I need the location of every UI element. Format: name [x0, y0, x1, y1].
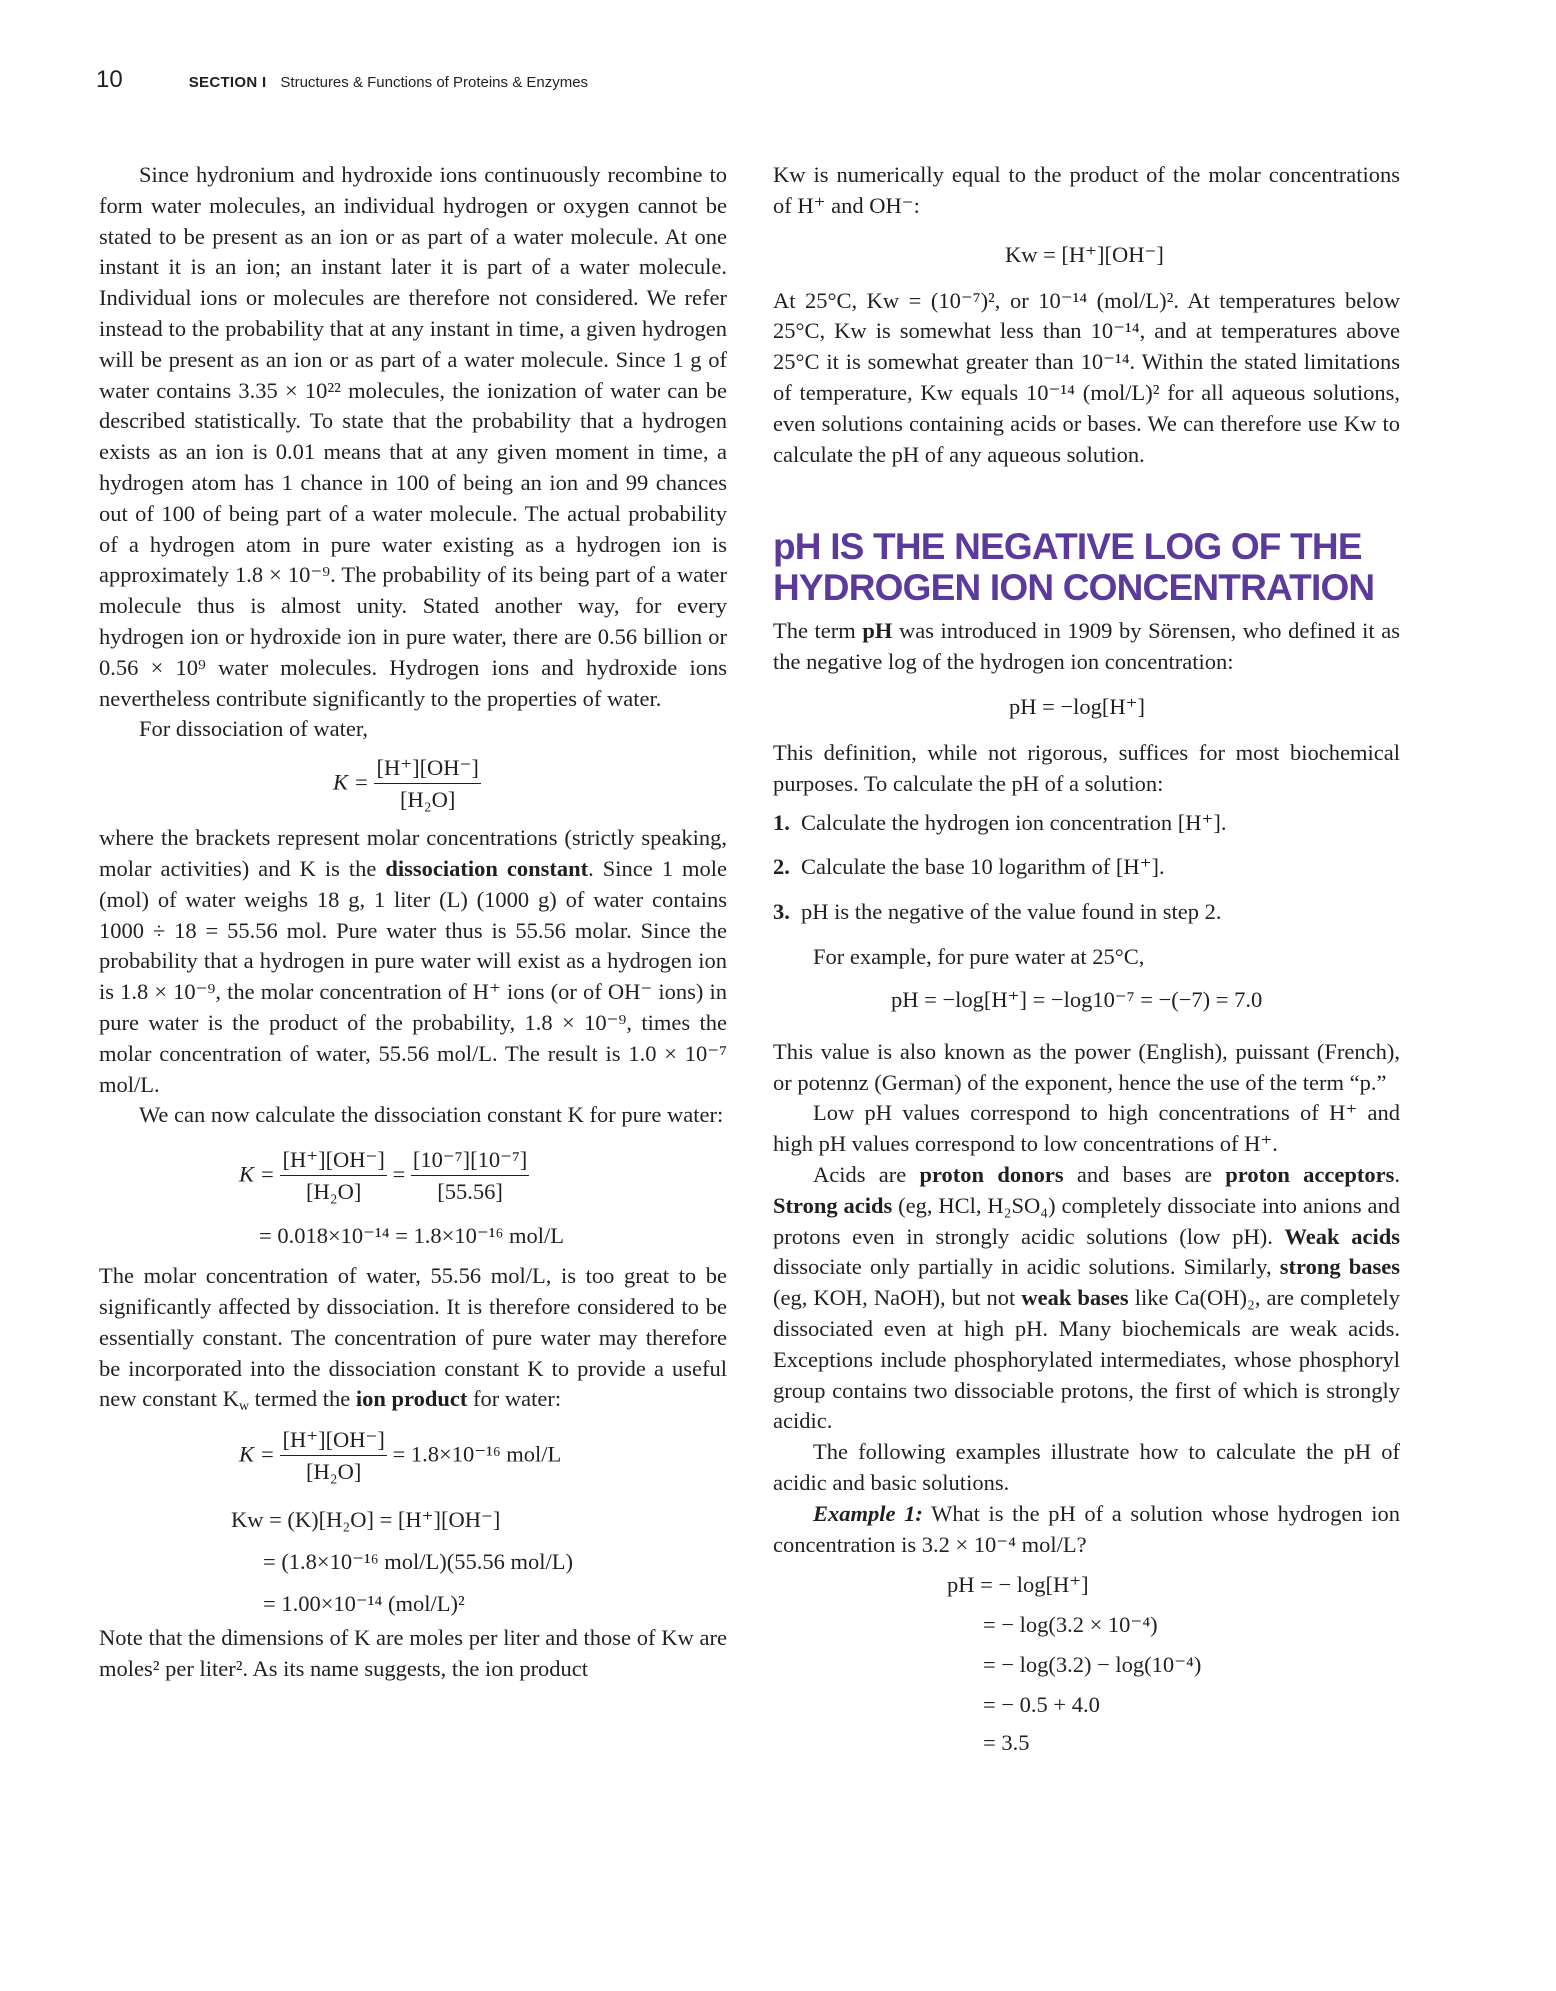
equation-dissociation-constant [99, 747, 727, 823]
eq-numerator: [H⁺][OH⁻] [280, 1145, 386, 1176]
left-column [99, 160, 727, 1685]
eq-numerator: [H⁺][OH⁻] [280, 1425, 386, 1456]
text-span: (eg, HCl, H₂SO₄) completely dissociate into anions and protons even in strongly acidic solutions (low pH). [773, 1192, 1400, 1249]
section-title: Structures & Functions of Proteins & Enzymes [280, 74, 589, 91]
eq-numerator: [10⁻⁷][10⁻⁷] [411, 1145, 529, 1176]
running-header [96, 66, 588, 96]
equation-pure-water-k [99, 1139, 727, 1259]
eq-lhs: K = [333, 769, 369, 795]
eq-ph: pH = −log[H⁺] [1009, 693, 1145, 719]
eq-fraction [374, 753, 480, 816]
paragraph-kw-temperature: At 25°C, Kw = (10⁻⁷)², or 10⁻¹⁴ (mol/L)². At temperatures below 25°C, Kw is somewhat less than 10⁻¹⁴, and at temperatures above 25°C it is somewhat greater than 10⁻¹⁴. Within the stated limitations of temperature, Kw equals 10⁻¹⁴ (mol/L)² for all aqueous solutions, even solutions containing acids or bases. We can therefore use Kw to calculate the pH of any aqueous solution. [773, 287, 1400, 467]
paragraph-examples-intro: The following examples illustrate how to calculate the pH of acidic and basic solutions. [773, 1439, 1400, 1495]
paragraph-ionization: Since hydronium and hydroxide ions continuously recombine to form water molecules, an individual hydrogen or oxygen cannot be stated to be present as an ion or as part of a water molecule. At one instant it is an ion; an instant later it is part of a water molecule. Individual ions or molecules are therefore not considered. We refer instead to the probability that at any instant in time, a given hydrogen will be present as an ion or as part of a water molecule. Since 1 g of water contains 3.35 × 10²² molecules, the ionization of water can be described statistically. To state that the probability that a hydrogen exists as an ion is 0.01 means that at any given moment in time, a hydrogen atom has 1 chance in 100 of being an ion and 99 chances out of 100 of being part of a water molecule. The actual probability of a hydrogen atom in pure water existing as a hydrogen ion is approximately 1.8 × 10⁻⁹. The probability of its being part of a water molecule thus is almost unity. Stated another way, for every hydrogen ion or hydroxide ion in pure water, there are 0.56 billion or 0.56 × 10⁹ water molecules. Hydrogen ions and hydroxide ions nevertheless contribute significantly to the properties of water. [99, 162, 727, 711]
eq-line: = − log(3.2 × 10⁻⁴) [983, 1612, 1158, 1638]
paragraph-dimensions: Note that the dimensions of K are moles per liter and those of Kw are moles² per liter². As its name suggests, the ion product [99, 1625, 727, 1681]
eq-denominator: [55.56] [437, 1179, 503, 1205]
list-item [773, 852, 1400, 883]
eq-ph-water: pH = −log[H⁺] = −log10⁻⁷ = −(−7) = 7.0 [891, 986, 1263, 1012]
text-span: and bases are [1063, 1161, 1226, 1187]
text-span: What is the pH of a solution whose hydrogen ion concentration is 3.2 × 10⁻⁴ mol/L? [773, 1500, 1400, 1557]
term-strong-acids: Strong acids [773, 1192, 893, 1218]
steps-list [773, 808, 1400, 928]
step-number: 1. [773, 809, 790, 835]
step-text: Calculate the base 10 logarithm of [H⁺]. [801, 854, 1165, 880]
paragraph-ph-definition [773, 616, 1400, 678]
term-weak-bases: weak bases [1021, 1285, 1129, 1311]
eq-rhs: = 1.8×10⁻¹⁶ mol/L [392, 1441, 562, 1467]
eq-numerator: [H⁺][OH⁻] [374, 753, 480, 784]
eq-fraction-2 [411, 1145, 529, 1208]
term-ion-product: ion product [355, 1386, 468, 1412]
equation-ion-product [99, 1421, 727, 1623]
text-span: The term [773, 618, 863, 644]
text-span: where the brackets represent molar concentrations (strictly speaking, molar activities) and K is the [99, 825, 727, 881]
text-span: dissociate only partially in acidic solutions. Similarly, [773, 1254, 1280, 1280]
eq-line-product: = (1.8×10⁻¹⁶ mol/L)(55.56 mol/L) [263, 1549, 573, 1575]
subscript: w [238, 1399, 250, 1415]
section-label: SECTION I [188, 74, 267, 91]
paragraph-example-1 [773, 1499, 1400, 1561]
term-proton-acceptors: proton acceptors [1225, 1161, 1395, 1187]
text-span: . [1394, 1161, 1400, 1187]
eq-line: = − 0.5 + 4.0 [983, 1692, 1100, 1718]
paragraph-acids-bases [773, 1160, 1400, 1437]
text-span: for water: [467, 1386, 562, 1412]
heading-line-1: pH IS THE NEGATIVE LOG OF THE [773, 526, 1362, 568]
text-span: . Since 1 mole (mol) of water weighs 18 g, 1 liter (L) (1000 g) of water contains 1000 ÷ 18 = 55.56 mol. Pure water thus is 55.56 molar. Since the probability that a hydrogen in pure water will exist as a hydrogen ion is 1.8 × 10⁻⁹, the molar concentration of H⁺ ions (or of OH⁻ ions) in pure water is the product of the probability, 1.8 × 10⁻⁹, times the molar concentration of water, 55.56 mol/L. The result is 1.0 × 10⁻⁷ mol/L. [99, 855, 728, 1097]
heading-line-2: HYDROGEN ION CONCENTRATION [773, 567, 1375, 609]
equation-example-1 [773, 1570, 1400, 1770]
eq-line: pH = − log[H⁺] [947, 1572, 1089, 1598]
eq-result-line: = 0.018×10⁻¹⁴ = 1.8×10⁻¹⁶ mol/L [259, 1223, 564, 1249]
eq-kw: Kw = [H⁺][OH⁻] [1005, 241, 1164, 267]
eq-denominator: [H₂O] [306, 1459, 362, 1485]
paragraph-power: This value is also known as the power (English), puissant (French), or potennz (German) of the exponent, hence the use of the term “p.” [773, 1038, 1400, 1095]
text-span: like Ca(OH)₂, are completely dissociated even at high pH. Many biochemicals are weak acids. Exceptions include phosphorylated intermediates, whose phosphoryl group contains two dissociable protons, the first of which is strongly acidic. [773, 1285, 1400, 1434]
text-span: Acids are [813, 1161, 920, 1187]
step-text: Calculate the hydrogen ion concentration [H⁺]. [801, 809, 1227, 835]
eq-line: = 3.5 [983, 1730, 1030, 1756]
equation-ph-water [773, 973, 1400, 1037]
example-label: Example 1: [813, 1500, 923, 1526]
paragraph-dissociation-intro: For dissociation of water, [139, 716, 369, 742]
eq-line-kw: Kw = (K)[H₂O] = [H⁺][OH⁻] [231, 1507, 501, 1533]
term-dissociation-constant: dissociation constant [385, 855, 589, 881]
eq-lhs: K = [239, 1441, 275, 1467]
page-number: 10 [96, 66, 123, 93]
list-item [773, 808, 1400, 839]
term-weak-acids: Weak acids [1284, 1223, 1400, 1249]
step-text: pH is the negative of the value found in step 2. [801, 899, 1222, 925]
eq-fraction [280, 1425, 386, 1488]
equation-ph [773, 678, 1400, 738]
paragraph-calc-intro: We can now calculate the dissociation constant K for pure water: [139, 1102, 724, 1128]
paragraph-ion-product [99, 1261, 727, 1415]
eq-denominator: [H₂O] [306, 1179, 362, 1205]
eq-line-result: = 1.00×10⁻¹⁴ (mol/L)² [263, 1591, 465, 1617]
paragraph-brackets [99, 823, 727, 1100]
text-span: was introduced in 1909 by Sörensen, who defined it as the negative log of the hydrogen ion concentration: [773, 618, 1400, 675]
equation-kw [773, 222, 1400, 286]
text-span: The molar concentration of water, 55.56 mol/L, is too great to be significantly affected by dissociation. It is therefore considered to be essentially constant. The concentration of pure water may therefore be incorporated into the dissociation constant K to provide a useful new constant K [99, 1263, 727, 1412]
step-number: 2. [773, 854, 790, 880]
step-number: 3. [773, 899, 790, 925]
paragraph-ph-purpose: This definition, while not rigorous, suffices for most biochemical purposes. To calculate the pH of a solution: [773, 739, 1400, 796]
term-strong-bases: strong bases [1279, 1254, 1401, 1280]
paragraph-kw-definition: Kw is numerically equal to the product of the molar concentrations of H⁺ and OH⁻: [773, 162, 1400, 218]
term-ph: pH [862, 618, 893, 644]
paragraph-low-high-ph: Low pH values correspond to high concentrations of H⁺ and high pH values correspond to low concentrations of H⁺. [773, 1100, 1400, 1157]
list-item [773, 897, 1400, 928]
eq-equals: = [392, 1161, 406, 1187]
section-heading [773, 526, 1400, 608]
eq-denominator: [H₂O] [400, 787, 456, 813]
right-column [773, 160, 1400, 1770]
eq-lhs: K = [239, 1161, 275, 1187]
term-proton-donors: proton donors [919, 1161, 1064, 1187]
text-span: termed the [249, 1386, 356, 1412]
paragraph-example-water: For example, for pure water at 25°C, [813, 943, 1145, 969]
eq-fraction-1 [280, 1145, 386, 1208]
text-span: (eg, KOH, NaOH), but not [773, 1285, 1022, 1311]
eq-line: = − log(3.2) − log(10⁻⁴) [983, 1652, 1202, 1678]
